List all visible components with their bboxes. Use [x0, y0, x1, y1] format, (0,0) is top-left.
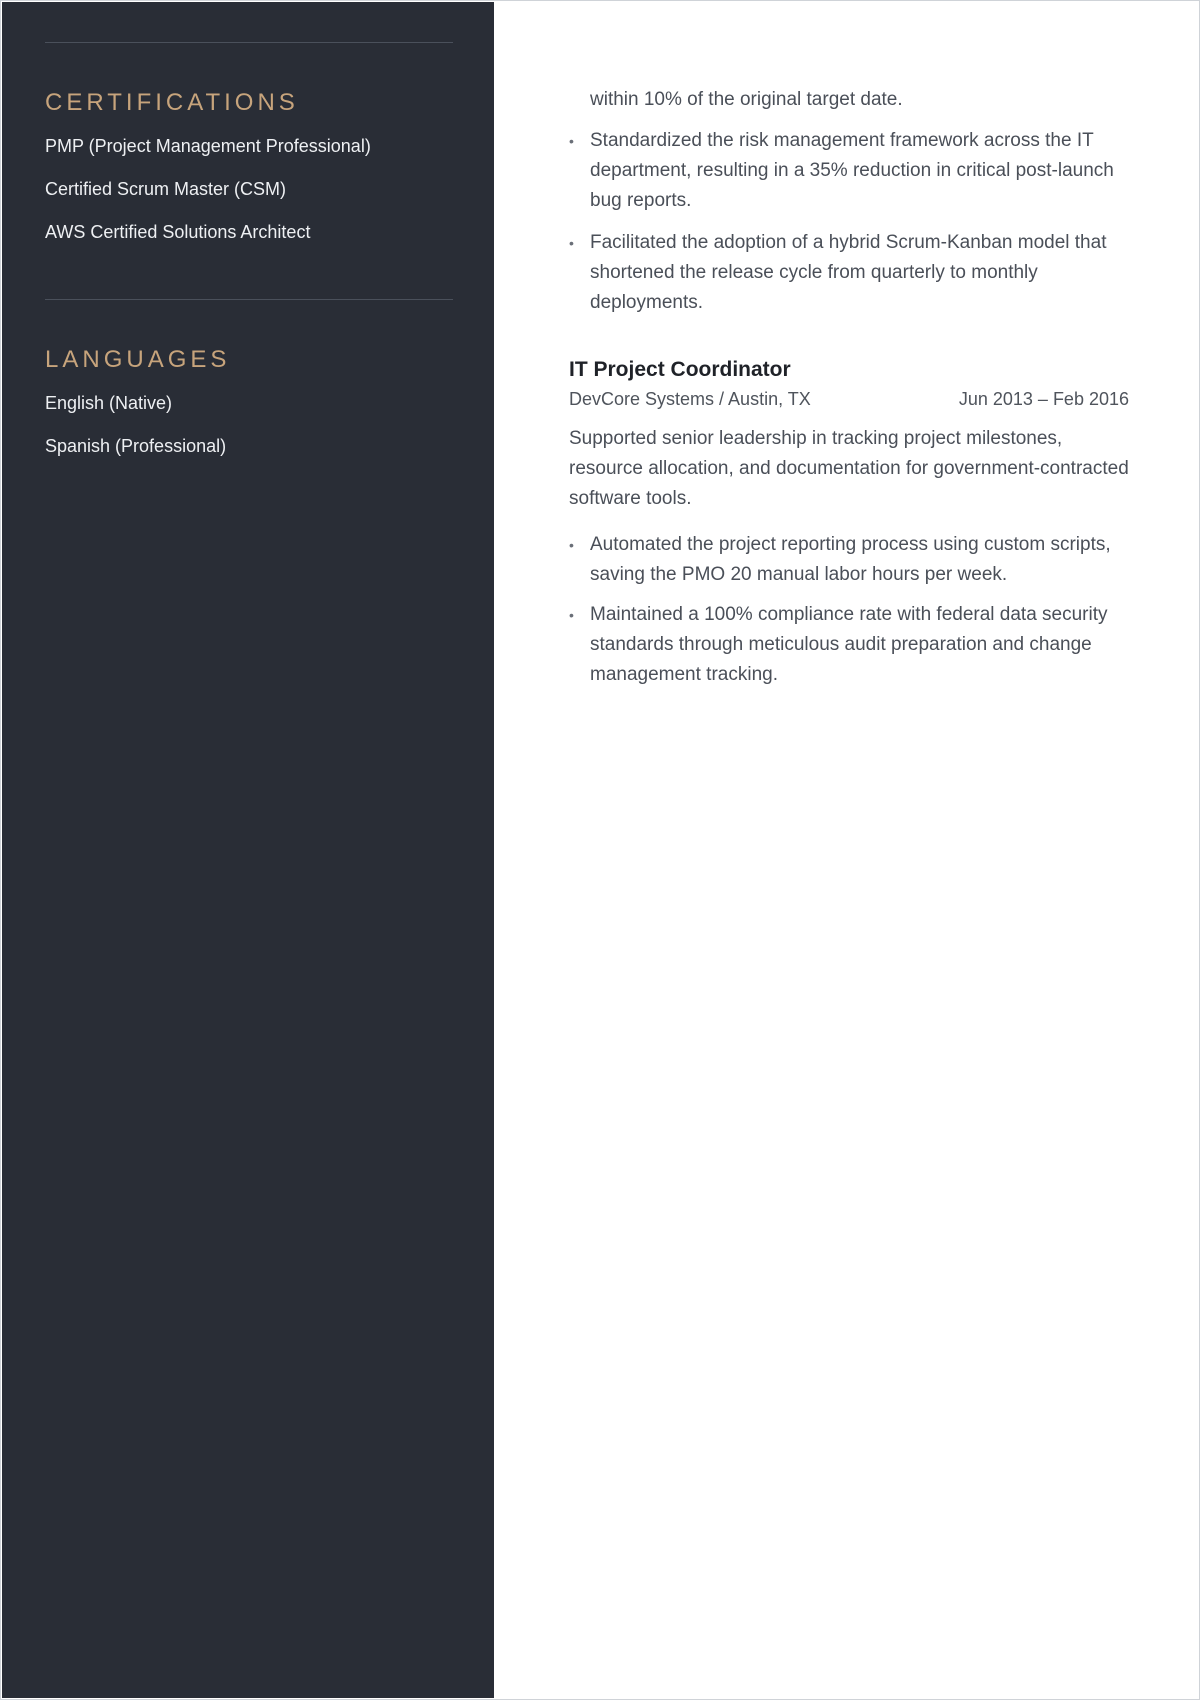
sidebar-divider	[45, 42, 453, 43]
languages-heading: LANGUAGES	[45, 346, 231, 373]
job-company-location: DevCore Systems / Austin, TX	[569, 389, 811, 409]
achievement-bullet	[569, 530, 1129, 590]
sidebar-divider	[45, 299, 453, 300]
job-meta	[569, 386, 1129, 412]
achievement-bullet	[569, 126, 1129, 216]
job-summary: Supported senior leadership in tracking project milestones, resource allocation, and documentation for government-contracted software tools.	[569, 428, 1129, 509]
achievement-bullet	[569, 228, 1129, 318]
certifications-list	[45, 134, 455, 244]
language-item: Spanish (Professional)	[45, 436, 227, 456]
sidebar	[2, 2, 494, 1698]
continued-bullet-text: within 10% of the original target date.	[590, 89, 903, 110]
certifications-heading: CERTIFICATIONS	[45, 89, 299, 116]
language-item: English (Native)	[45, 393, 173, 413]
certification-item: AWS Certified Solutions Architect	[45, 222, 311, 242]
bullet-text: Automated the project reporting process using custom scripts, saving the PMO 20 manual labor hours per week.	[590, 534, 1111, 585]
achievement-bullet	[569, 600, 1129, 690]
bullet-dot-icon: •	[569, 235, 574, 251]
main-content	[569, 85, 1129, 690]
job-dates: Jun 2013 – Feb 2016	[958, 389, 1129, 409]
bullet-text: Facilitated the adoption of a hybrid Scrum-Kanban model that shortened the release cycle from quarterly to monthly deployments.	[590, 232, 1107, 313]
bullet-dot-icon: •	[569, 537, 574, 553]
certification-item: Certified Scrum Master (CSM)	[45, 179, 287, 199]
bullet-text: Maintained a 100% compliance rate with federal data security standards through meticulous audit preparation and change management tracking.	[590, 604, 1108, 685]
job-entry	[569, 356, 1129, 690]
bullet-text: Standardized the risk management framework across the IT department, resulting in a 35% reduction in critical post-launch bug reports.	[590, 130, 1114, 211]
continued-bullet-list	[569, 126, 1129, 318]
languages-list	[45, 391, 455, 458]
languages-section	[45, 345, 455, 477]
job-bullet-list	[569, 530, 1129, 690]
bullet-dot-icon: •	[569, 133, 574, 149]
job-title: IT Project Coordinator	[569, 358, 791, 381]
bullet-dot-icon: •	[569, 607, 574, 623]
certifications-section	[45, 88, 455, 263]
certification-item: PMP (Project Management Professional)	[45, 136, 371, 156]
